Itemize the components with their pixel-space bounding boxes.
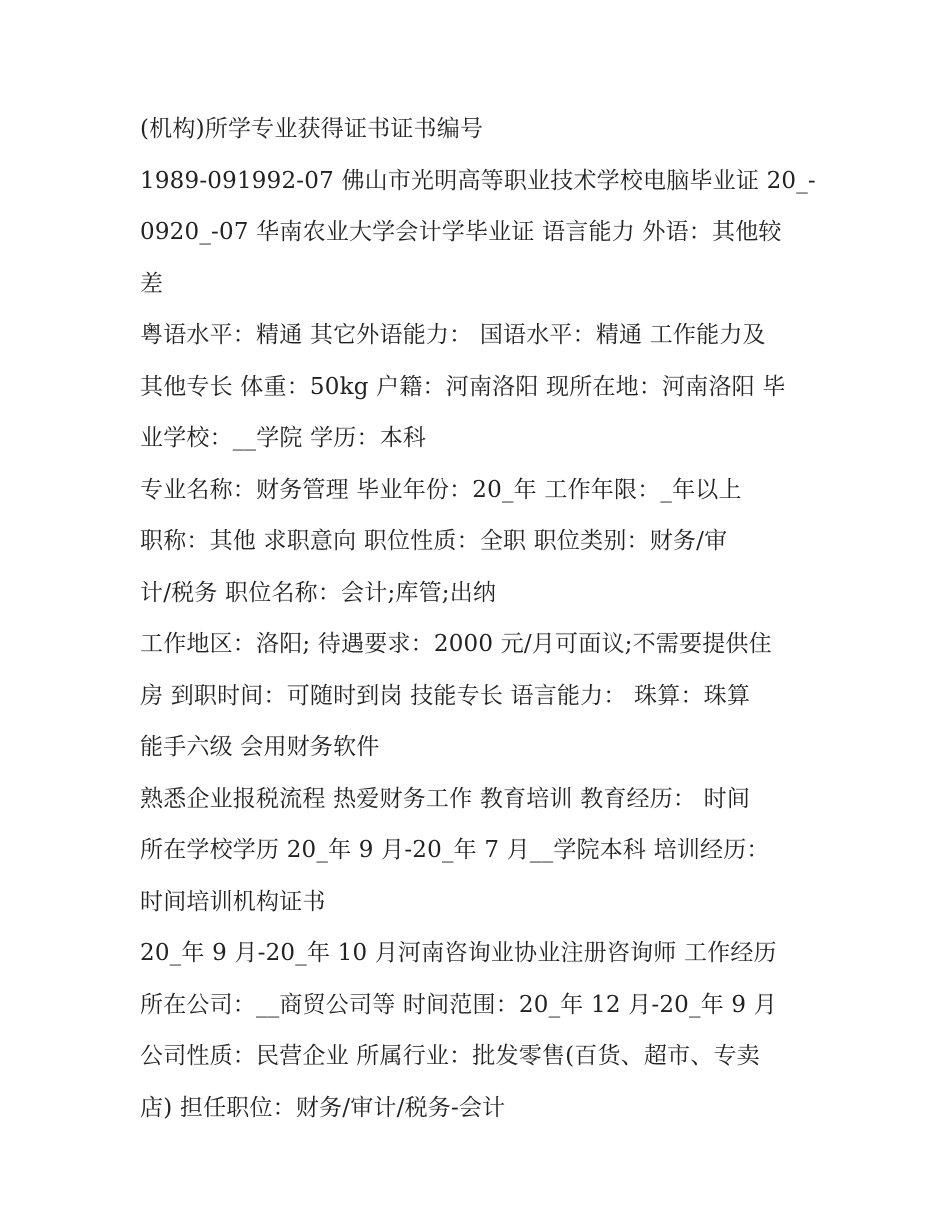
resume-text-block [140,104,820,1134]
text-line: 计/税务 职位名称：会计;库管;出纳 [140,579,497,606]
text-line: 时间培训机构证书 [140,888,326,915]
text-line: 能手六级 会用财务软件 [140,734,380,760]
text-line: 所在公司：__商贸公司等 时间范围：20_年 12 月-20_年 9 月 [140,991,777,1018]
text-line: 公司性质：民营企业 所属行业：批发零售(百货、超市、专卖 [140,1043,760,1069]
text-line: 其他专长 体重：50kg 户籍：河南洛阳 现所在地：河南洛阳 毕 [140,373,786,400]
text-line: 1989-091992-07 佛山市光明高等职业技术学校电脑毕业证 20_- [140,167,816,194]
text-line: (机构)所学专业获得证书证书编号 [140,116,484,142]
text-line: 业学校：__学院 学历：本科 [140,425,427,451]
text-line: 店) 担任职位：财务/审计/税务-会计 [140,1094,506,1121]
text-line: 0920_-07 华南农业大学会计学毕业证 语言能力 外语：其他较 [140,219,782,245]
text-line: 专业名称：财务管理 毕业年份：20_年 工作年限：_年以上 [140,476,742,503]
text-line: 房 到职时间：可随时到岗 技能专长 语言能力： 珠算：珠算 [140,682,751,709]
text-line: 工作地区：洛阳; 待遇要求：2000 元/月可面议;不需要提供住 [140,631,772,657]
text-line: 粤语水平：精通 其它外语能力： 国语水平：精通 工作能力及 [140,322,766,348]
text-line: 20_年 9 月-20_年 10 月河南咨询业协业注册咨询师 工作经历 [140,940,777,966]
text-line: 差 [140,270,164,297]
text-line: 熟悉企业报税流程 热爱财务工作 教育培训 教育经历： 时间 [140,785,751,812]
text-line: 所在学校学历 20_年 9 月-20_年 7 月__学院本科 培训经历： [140,837,770,863]
text-line: 职称：其他 求职意向 职位性质：全职 职位类别：财务/审 [140,528,728,554]
